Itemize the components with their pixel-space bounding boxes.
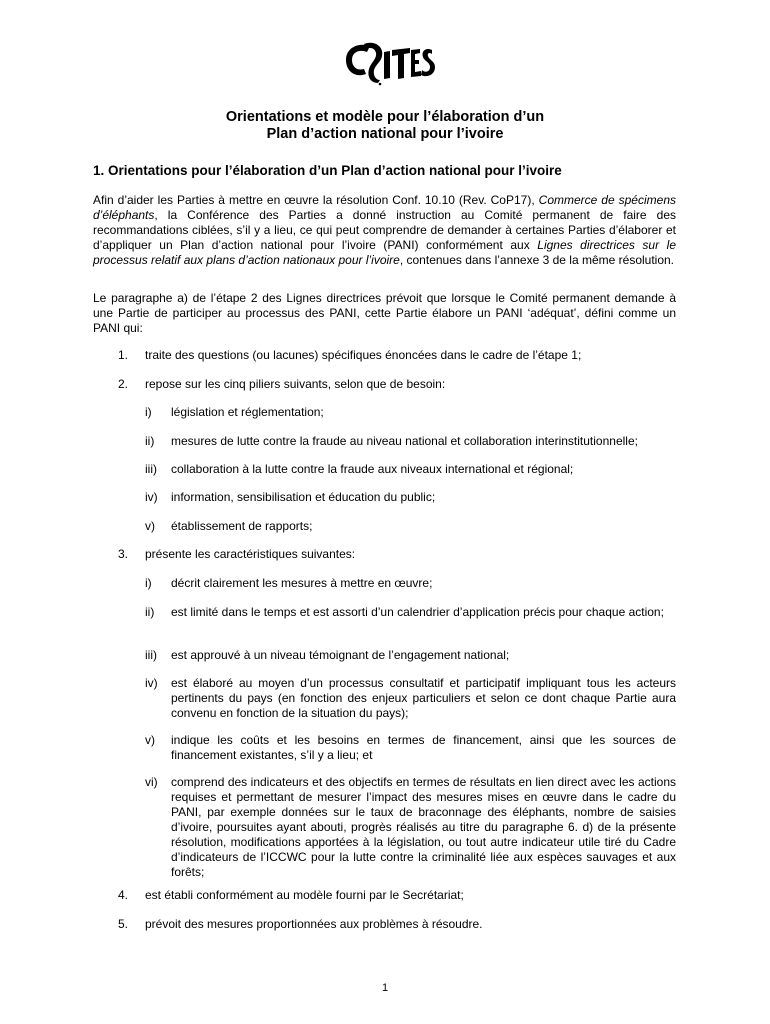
sublist-item-number: iv) xyxy=(145,490,158,504)
sublist-item-number: ii) xyxy=(145,434,155,448)
sublist-item-number: v) xyxy=(145,733,155,747)
list-item-text: est établi conformément au modèle fourni par le Secrétariat; xyxy=(145,888,464,902)
sublist-item-text: est limité dans le temps et est assorti d’un calendrier d’application précis pour chaque action; xyxy=(171,605,664,619)
sublist-item-number: ii) xyxy=(145,605,155,619)
list-item-text: prévoit des mesures proportionnées aux problèmes à résoudre. xyxy=(145,917,483,931)
sublist-item-text: mesures de lutte contre la fraude au niveau national et collaboration interinstitutionnelle; xyxy=(171,434,638,448)
paragraph-intro-part-3: , contenues dans l’annexe 3 de la même résolution. xyxy=(399,253,675,267)
document-title xyxy=(60,109,710,143)
sublist-item-text: collaboration à la lutte contre la fraude aux niveaux international et régional; xyxy=(171,462,574,476)
sublist-item-number: iv) xyxy=(145,676,158,690)
sublist-item-text: indique les coûts et les besoins en termes de financement, ainsi que les sources de financement existantes, s’il y a lieu; et xyxy=(171,733,676,762)
sublist-item-number: iii) xyxy=(145,648,157,662)
list-item-number: 2. xyxy=(118,377,129,391)
sublist-item-text: comprend des indicateurs et des objectifs en termes de résultats en lien direct avec les actions requises et permettant de mesurer l’impact des mesures mises en œuvre dans le cadre du PANI, par exemple données sur le taux de braconnage des éléphants, nombre de saisies d’ivoire, poursuites ayant abouti, progrès réalisés au titre du paragraphe 6. d) de la présente résolution, modifications apportées à la législation, ou tout autre indicateur utile tiré du Cadre d’indicateurs de l’ICCWC pour la lutte contre la criminalité liée aux espèces sauvages et aux forêts; xyxy=(171,775,676,879)
guidelines-title-italic: Lignes directrices sur le processus relatif aux plans d’action nationaux pour l’ivoire xyxy=(93,238,676,267)
list-item-number: 1. xyxy=(118,348,129,362)
sublist-item-text: information, sensibilisation et éducation du public; xyxy=(171,490,436,504)
paragraph-intro-part-2: , la Conférence des Parties a donné instruction au Comité permanent de faire des recommandations ciblées, s’il y a lieu, ce qui peut comprendre de demander à certaines Parties d’élaborer et d’appliquer un Plan d’action national pour l’ivoire (PANI) conformément aux xyxy=(93,208,676,252)
cites-logo xyxy=(340,40,436,86)
title-line-1: Orientations et modèle pour l’élaboration d’un xyxy=(225,109,545,125)
sublist-item-text: établissement de rapports; xyxy=(171,519,313,533)
page-number: 1 xyxy=(381,982,389,994)
sublist-item-number: i) xyxy=(145,576,152,590)
list-item-text: repose sur les cinq piliers suivants, selon que de besoin: xyxy=(145,377,446,391)
list-item-number: 5. xyxy=(118,917,129,931)
sublist-item-number: vi) xyxy=(145,775,158,789)
section-heading: 1. Orientations pour l’élaboration d’un Plan d’action national pour l’ivoire xyxy=(93,163,562,178)
sublist-item-text: est élaboré au moyen d’un processus consultatif et participatif impliquant tous les acteurs pertinents du pays (en fonction des enjeux particuliers et selon ce dont chaque Partie aura convenu en fonction de la situation du pays); xyxy=(171,676,676,720)
list-item-number: 3. xyxy=(118,547,129,561)
paragraph-definition: Le paragraphe a) de l’étape 2 des Lignes directrices prévoit que lorsque le Comité permanent demande à une Partie de participer au processus des PANI, cette Partie élabore un PANI ‘adéquat’, défini comme un PANI qui: xyxy=(93,291,676,335)
sublist-item-text: décrit clairement les mesures à mettre en œuvre; xyxy=(171,576,433,590)
sublist-item-number: v) xyxy=(145,519,155,533)
list-item-text: présente les caractéristiques suivantes: xyxy=(145,547,356,561)
sublist-item-text: est approuvé à un niveau témoignant de l’engagement national; xyxy=(171,648,510,662)
title-line-2: Plan d’action national pour l’ivoire xyxy=(266,126,504,142)
sublist-item-number: iii) xyxy=(145,462,157,476)
resolution-title-italic: Commerce de spécimens d’éléphants xyxy=(93,193,676,222)
sublist-item-text: législation et réglementation; xyxy=(171,405,324,419)
list-item-number: 4. xyxy=(118,888,129,902)
paragraph-intro-part-1: Afin d’aider les Parties à mettre en œuvre la résolution Conf. 10.10 (Rev. CoP17), xyxy=(93,193,539,207)
sublist-item-number: i) xyxy=(145,405,152,419)
list-item-text: traite des questions (ou lacunes) spécifiques énoncées dans le cadre de l’étape 1; xyxy=(145,348,582,362)
paragraph-intro xyxy=(93,193,676,268)
